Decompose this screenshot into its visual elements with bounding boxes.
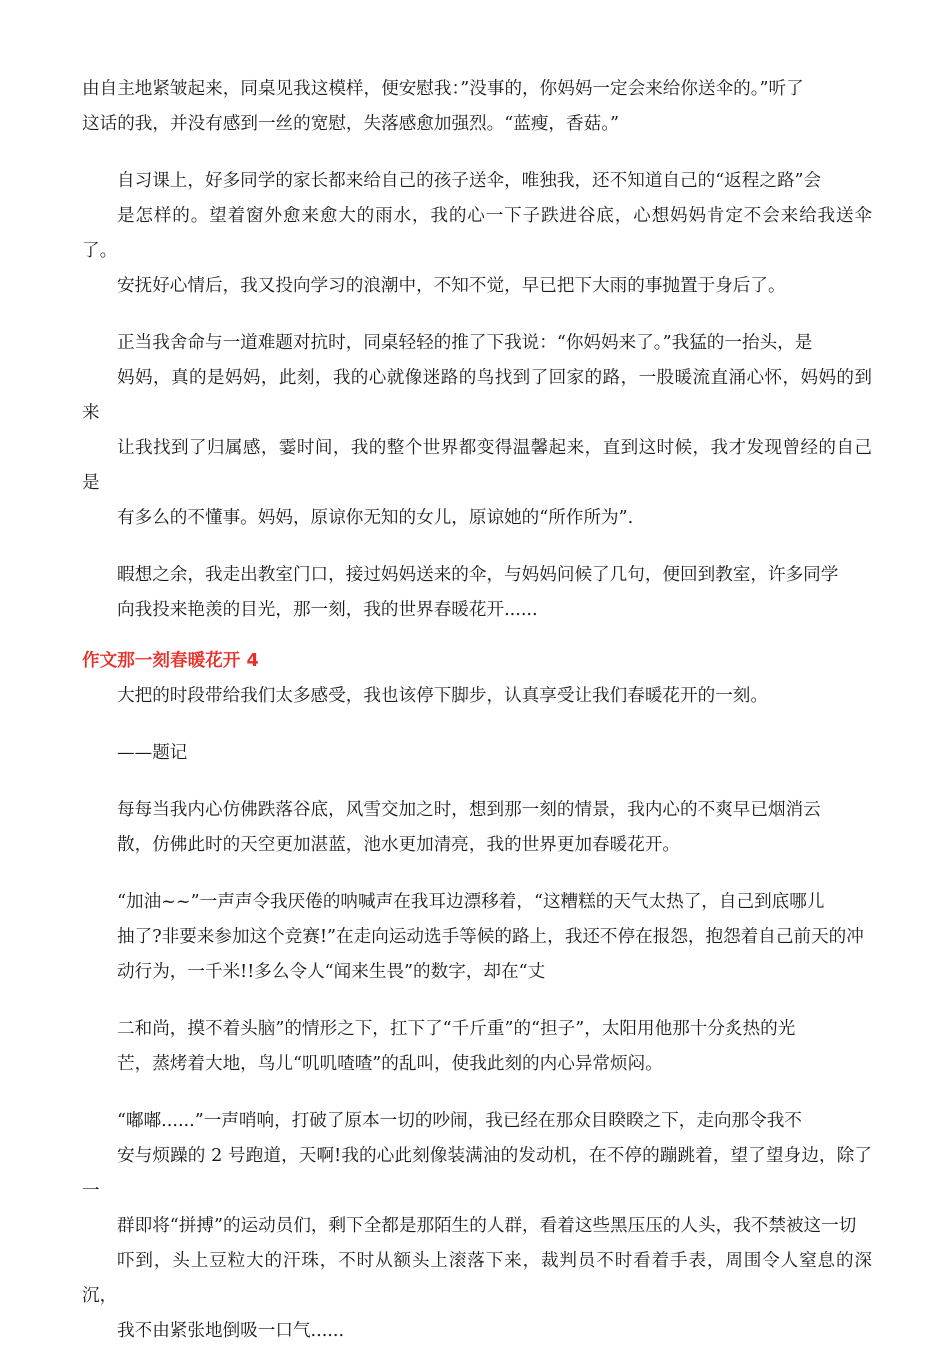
text-line: 安抚好心情后，我又投向学习的浪潮中，不知不觉，早已把下大雨的事抛置于身后了。 xyxy=(117,276,786,296)
paragraph xyxy=(82,736,872,771)
paragraph xyxy=(82,326,872,536)
text-line: 是怎样的。望着窗外愈来愈大的雨水，我的心一下子跌进谷底，心想妈妈肯定不会来给我送伞了。 xyxy=(82,206,872,261)
text-line: 动行为，一千米!!多么令人“闻来生畏”的数字，却在“丈 xyxy=(117,962,546,982)
text-line: 芒，蒸烤着大地，鸟儿“叽叽喳喳”的乱叫，使我此刻的内心异常烦闷。 xyxy=(117,1054,663,1074)
text-line: ——题记 xyxy=(117,743,188,763)
paragraph xyxy=(82,558,872,628)
paragraph xyxy=(82,1012,872,1082)
text-line: 散，仿佛此时的天空更加湛蓝，池水更加清亮，我的世界更加春暖花开。 xyxy=(117,835,681,855)
text-line: 大把的时段带给我们太多感受，我也该停下脚步，认真享受让我们春暖花开的一刻。 xyxy=(117,686,768,706)
paragraph xyxy=(82,72,872,142)
text-line: 让我找到了归属感，霎时间，我的整个世界都变得温馨起来，直到这时候，我才发现曾经的自己是 xyxy=(82,438,872,493)
text-line: “嘟嘟......”一声哨响，打破了原本一切的吵闹，我已经在那众目睽睽之下，走向那令我不 xyxy=(117,1111,802,1131)
paragraph xyxy=(82,1104,872,1349)
paragraph xyxy=(82,885,872,990)
text-line: “加油~~”一声声令我厌倦的呐喊声在我耳边漂移着，“这糟糕的天气太热了，自己到底哪儿 xyxy=(117,892,825,912)
text-line: 正当我舍命与一道难题对抗时，同桌轻轻的推了下我说：“你妈妈来了。”我猛的一抬头，是 xyxy=(117,333,813,353)
text-line: 吓到，头上豆粒大的汗珠，不时从额头上滚落下来，裁判员不时看着手表，周围令人窒息的深沉， xyxy=(82,1251,872,1306)
text-line: 二和尚，摸不着头脑”的情形之下，扛下了“千斤重”的“担子”，太阳用他那十分炙热的光 xyxy=(117,1019,796,1039)
text-line: 妈妈，真的是妈妈，此刻，我的心就像迷路的鸟找到了回家的路，一股暖流直涌心怀，妈妈的到来 xyxy=(82,368,872,423)
text-line: 暇想之余，我走出教室门口，接过妈妈送来的伞，与妈妈问候了几句，便回到教室，许多同学 xyxy=(117,565,839,585)
essay-4-body xyxy=(82,679,872,1349)
text-line: 这话的我，并没有感到一丝的宽慰，失落感愈加强烈。“蓝瘦，香菇。” xyxy=(82,114,620,134)
paragraph xyxy=(82,793,872,863)
text-line: 抽了?非要来参加这个竞赛!”在走向运动选手等候的路上，我还不停在报怨，抱怨着自己前天的冲 xyxy=(117,927,864,947)
paragraph xyxy=(82,679,872,714)
text-line: 我不由紧张地倒吸一口气...... xyxy=(117,1321,345,1341)
section-heading: 作文那一刻春暖花开 4 xyxy=(82,651,259,671)
text-line: 自习课上，好多同学的家长都来给自己的孩子送伞，唯独我，还不知道自己的“返程之路”会 xyxy=(117,171,822,191)
essay-3-body xyxy=(82,72,872,628)
text-line: 每每当我内心仿佛跌落谷底，风雪交加之时，想到那一刻的情景，我内心的不爽早已烟消云 xyxy=(117,800,821,820)
document-page xyxy=(82,72,872,1371)
text-line: 安与烦躁的 2 号跑道，天啊!我的心此刻像装满油的发动机，在不停的蹦跳着，望了望身边，除了一 xyxy=(82,1146,872,1201)
text-line: 群即将“拼搏”的运动员们，剩下全都是那陌生的人群，看着这些黑压压的人头，我不禁被这一切 xyxy=(117,1216,857,1236)
text-line: 有多么的不懂事。妈妈，原谅你无知的女儿，原谅她的“所作所为”. xyxy=(117,508,634,528)
paragraph xyxy=(82,164,872,304)
text-line: 向我投来艳羡的目光，那一刻，我的世界春暖花开...... xyxy=(117,600,538,620)
text-line: 由自主地紧皱起来，同桌见我这模样，便安慰我：”没事的，你妈妈一定会来给你送伞的。”听了 xyxy=(82,79,804,99)
